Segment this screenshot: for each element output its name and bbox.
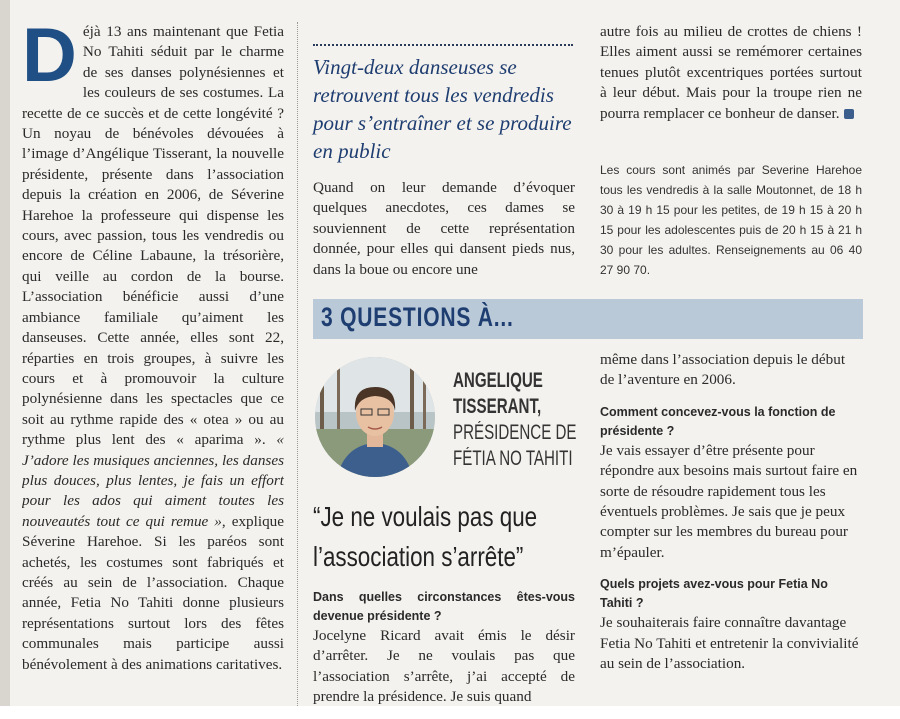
answer-1: Jocelyne Ricard avait émis le désir d’arrêter. Je ne voulais pas que l’association s’arrête, j’ai accepté de prendre la présidence. Je suis quand (313, 627, 575, 706)
headline-line2: l’association s’arrête” (313, 541, 524, 572)
interview-headline (313, 497, 537, 577)
portrait-image (315, 357, 435, 477)
banner-title: 3 QUESTIONS À... (321, 302, 514, 332)
question-3: Quels projets avez-vous pour Fetia No Tahiti ? (600, 577, 828, 611)
article-subhead: Vingt-deux danseuses se retrouvent tous les vendredis pour s’entraîner et se produire en public (313, 55, 572, 163)
article-column-2 (313, 178, 575, 278)
answer-2: Je vais essayer d’être présente pour répondre aux besoins mais surtout faire en sorte de résoudre rapidement tous les éventuels problèmes. Je sais que je peux compter sur les membres du bureau pour m’épauler. (600, 441, 858, 561)
portrait-photo (315, 357, 435, 477)
dotted-rule (313, 44, 573, 46)
article-quote: « J’adore les musiques anciennes, les danses plus douces, plus lentes, je fais un effort pour les ados qui aiment toutes les nouveautés tout ce qui remue » (22, 431, 284, 530)
interviewee-name (453, 368, 543, 420)
column-divider (297, 22, 298, 706)
interviewee-name-line2: TISSERANT, (453, 395, 542, 418)
interviewee-role: PRÉSIDENCE DE (453, 421, 577, 444)
answer-1-continued: même dans l’association depuis le début de l’aventure en 2006. (600, 351, 846, 389)
article-column-3 (600, 22, 862, 157)
question-1: Dans quelles circonstances êtes-vous devenue présidente ? (313, 590, 575, 623)
interview-banner (313, 299, 863, 339)
article-column-1 (22, 22, 284, 706)
answer-3: Je souhaiterais faire connaître davantage Fetia No Tahiti et entretenir la convivialité au sein de l’association. (600, 614, 859, 673)
practical-info-text: Les cours sont animés par Severine Harehoe tous les vendredis à la salle Moutonnet, de 18 h 30 à 19 h 15 pour les petites, de 19 h 15 à 20 h 15 pour les adolescentes puis de 20 h 15 à 21 h 30 pour les adultes. Renseignements au 06 40 27 90 70. (600, 163, 862, 277)
interviewee-name-line1: ANGELIQUE (453, 369, 543, 392)
article-text: éjà 13 ans maintenant que Fetia No Tahiti séduit par le charme de ses danses polynésiennes et les couleurs de ses costumes. La recette de ce succès et de cette longévité ? Un noyau de bénévoles dévouées à l’image d’Angélique Tisserant, la nouvelle présidente, présente dans l’association depuis la création en 2006, de Séverine Harehoe la professeure qui dispense les cours, avec passion, tous les vendredis ou encore de Céline Labaune, la trésorière, qui veille au cordon de la bourse. L’association bénéficie aussi d’une ambiance familiale qu’aiment les danseuses. Cette année, elles sont 22, réparties en trois groupes, à suivre les cours et à promouvoir la culture polynésienne dans les spectacles que ce soit au rythme rapide des « otea » ou au rythme plus lent des « aparima ». (22, 23, 284, 449)
interview-column-left (313, 588, 575, 706)
article-paragraph-1 (22, 22, 284, 675)
interviewee-org: FÉTIA NO TAHITI (453, 447, 573, 470)
question-2: Comment concevez-vous la fonction de présidente ? (600, 404, 836, 438)
article-text-col3: autre fois au milieu de crottes de chiens ! Elles aiment aussi se remémorer certaines tenues plutôt excentriques portées surtout à leur début. Mais pour la troupe rien ne pourra remplacer ce bonheur de danser. (600, 23, 862, 122)
headline-line1: “Je ne voulais pas que (313, 501, 538, 532)
drop-cap: D (22, 22, 77, 98)
end-mark-icon (844, 109, 854, 119)
page-edge (0, 0, 10, 719)
article-quote-tail: , explique Séverine Harehoe. Si les paréos sont achetés, les costumes sont fabriqués et créés au sein de l’association. Chaque année, Fetia No Tahiti donne plusieurs représentations surtout lors des fêtes communales mais participe aussi bénévolement à des animations caritatives. (22, 512, 284, 673)
bottom-edge (0, 706, 900, 719)
interview-column-right (600, 350, 862, 706)
practical-info (600, 160, 862, 280)
article-text-col2: Quand on leur demande d’évoquer quelques anecdotes, ces dames se souviennent de cette représentation donnée, pour elles qui dansent pieds nus, dans la boue ou encore une (313, 179, 575, 278)
